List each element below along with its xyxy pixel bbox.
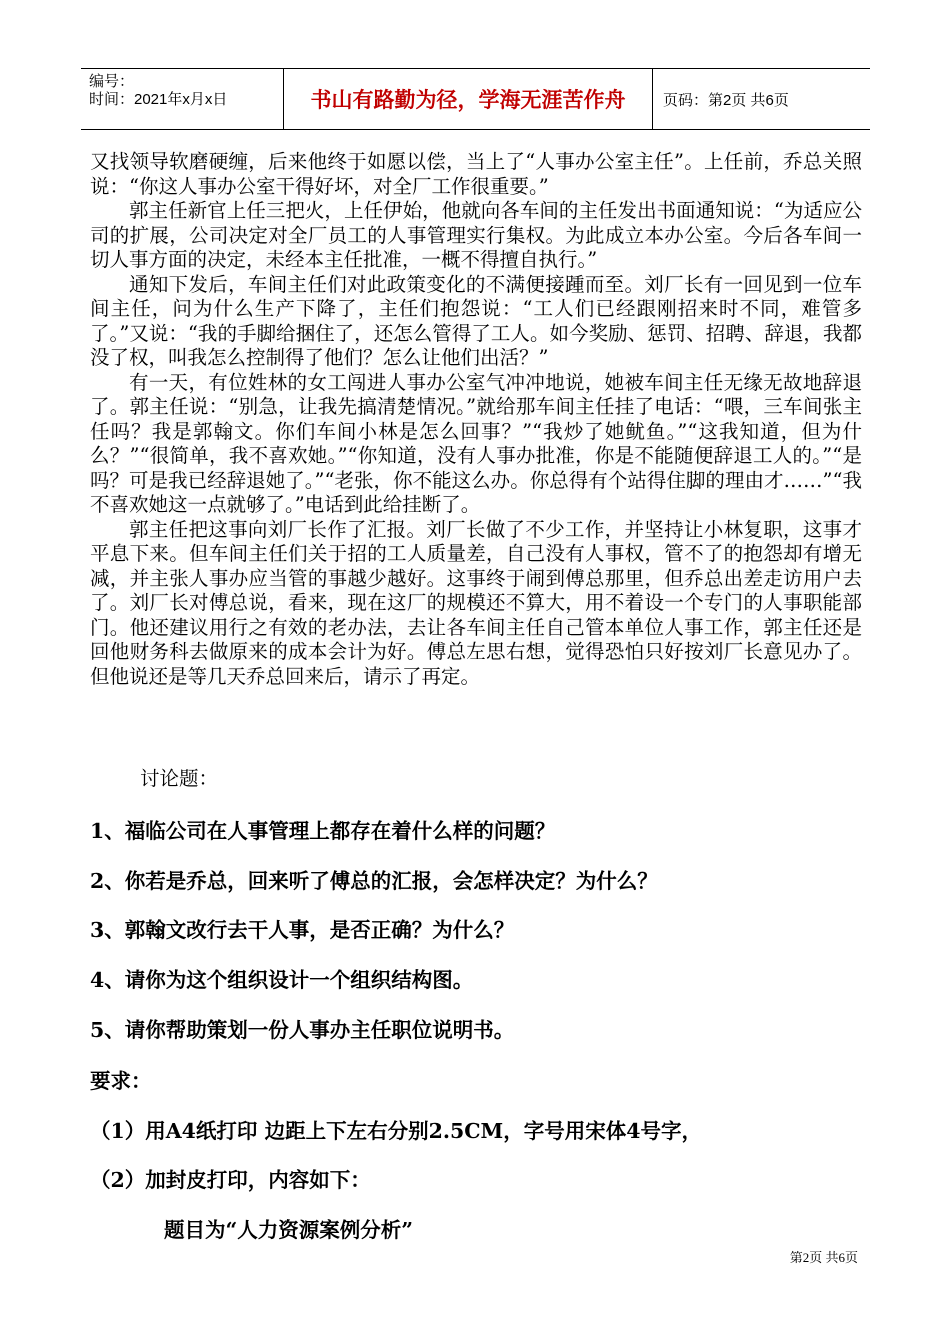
paragraph-4: 有一天，有位姓林的女工闯进人事办公室气冲冲地说，她被车间主任无缘无故地辞退了。郭主任说：“别急，让我先搞清楚情况。”就给那车间主任挂了电话：“喂，三车间张主任吗？我是郭翰文。你们车间小林是怎么回事？”“我炒了她鱿鱼。”“这我知道，但为什么？”“很简单，我不喜欢她。”“你知道，没有人事办批准，你是不能随便辞退工人的。”“是吗？可是我已经辞退她了。”“老张，你不能这么办。你总得有个站得住脚的理由才……”“我不喜欢她这一点就够了。”电话到此给挂断了。 bbox=[90, 370, 862, 516]
requirement-3: 题目为“人力资源案例分析” bbox=[164, 1218, 414, 1242]
document-time-label: 时间：2021年x月x日 bbox=[89, 91, 228, 108]
requirement-2: （2）加封皮打印，内容如下： bbox=[90, 1168, 371, 1192]
header-left-cell bbox=[81, 69, 283, 129]
question-5: 5、请你帮助策划一份人事办主任职位说明书。 bbox=[90, 1018, 515, 1042]
header-motto: 书山有路勤为径，学海无涯苦作舟 bbox=[283, 69, 653, 129]
case-body bbox=[90, 150, 862, 689]
discussion-label: 讨论题： bbox=[140, 767, 219, 790]
paragraph-3: 通知下发后，车间主任们对此政策变化的不满便接踵而至。刘厂长有一回见到一位车间主任，问为什么生产下降了，主任们抱怨说：“工人们已经跟刚招来时不同，难管多了。”又说：“我的手脚给捆住了，还怎么管得了工人。如今奖励、惩罚、招聘、辞退，我都没了权，叫我怎么控制得了他们？怎么让他们出活？” bbox=[90, 272, 862, 369]
page-footer: 第2页 共6页 bbox=[789, 1250, 858, 1265]
requirements-label: 要求： bbox=[90, 1069, 152, 1093]
paragraph-1: 又找领导软磨硬缠，后来他终于如愿以偿，当上了“人事办公室主任”。上任前，乔总关照说：“你这人事办公室干得好坏，对全厂工作很重要。” bbox=[90, 150, 862, 198]
paragraph-5: 郭主任把这事向刘厂长作了汇报。刘厂长做了不少工作，并坚持让小林复职，这事才平息下来。但车间主任们关于招的工人质量差，自己没有人事权，管不了的抱怨却有增无减，并主张人事办应当管的事越少越好。这事终于闹到傅总那里，但乔总出差走访用户去了。刘厂长对傅总说，看来，现在这厂的规模还不算大，用不着设一个专门的人事职能部门。他还建议用行之有效的老办法，去让各车间主任自己管本单位人事工作，郭主任还是回他财务科去做原来的成本会计为好。傅总左思右想，觉得恐怕只好按刘厂长意见办了。但他说还是等几天乔总回来后，请示了再定。 bbox=[90, 517, 862, 688]
question-2: 2、你若是乔总，回来听了傅总的汇报，会怎样决定？为什么？ bbox=[90, 869, 658, 893]
header-page-label: 页码：第2页 共6页 bbox=[663, 91, 789, 109]
question-3: 3、郭翰文改行去干人事，是否正确？为什么？ bbox=[90, 918, 515, 942]
document-number-label: 编号： bbox=[89, 73, 135, 90]
header-table bbox=[81, 68, 870, 130]
question-4: 4、请你为这个组织设计一个组织结构图。 bbox=[90, 968, 474, 992]
paragraph-2: 郭主任新官上任三把火，上任伊始，他就向各车间的主任发出书面通知说：“为适应公司的扩展，公司决定对全厂员工的人事管理实行集权。为此成立本办公室。今后各车间一切人事方面的决定，未经本主任批准，一概不得擅自执行。” bbox=[90, 199, 862, 271]
requirement-1: （1）用A4纸打印 边距上下左右分别2.5CM，字号用宋体4号字， bbox=[90, 1119, 703, 1143]
question-1: 1、福临公司在人事管理上都存在着什么样的问题？ bbox=[90, 819, 556, 843]
